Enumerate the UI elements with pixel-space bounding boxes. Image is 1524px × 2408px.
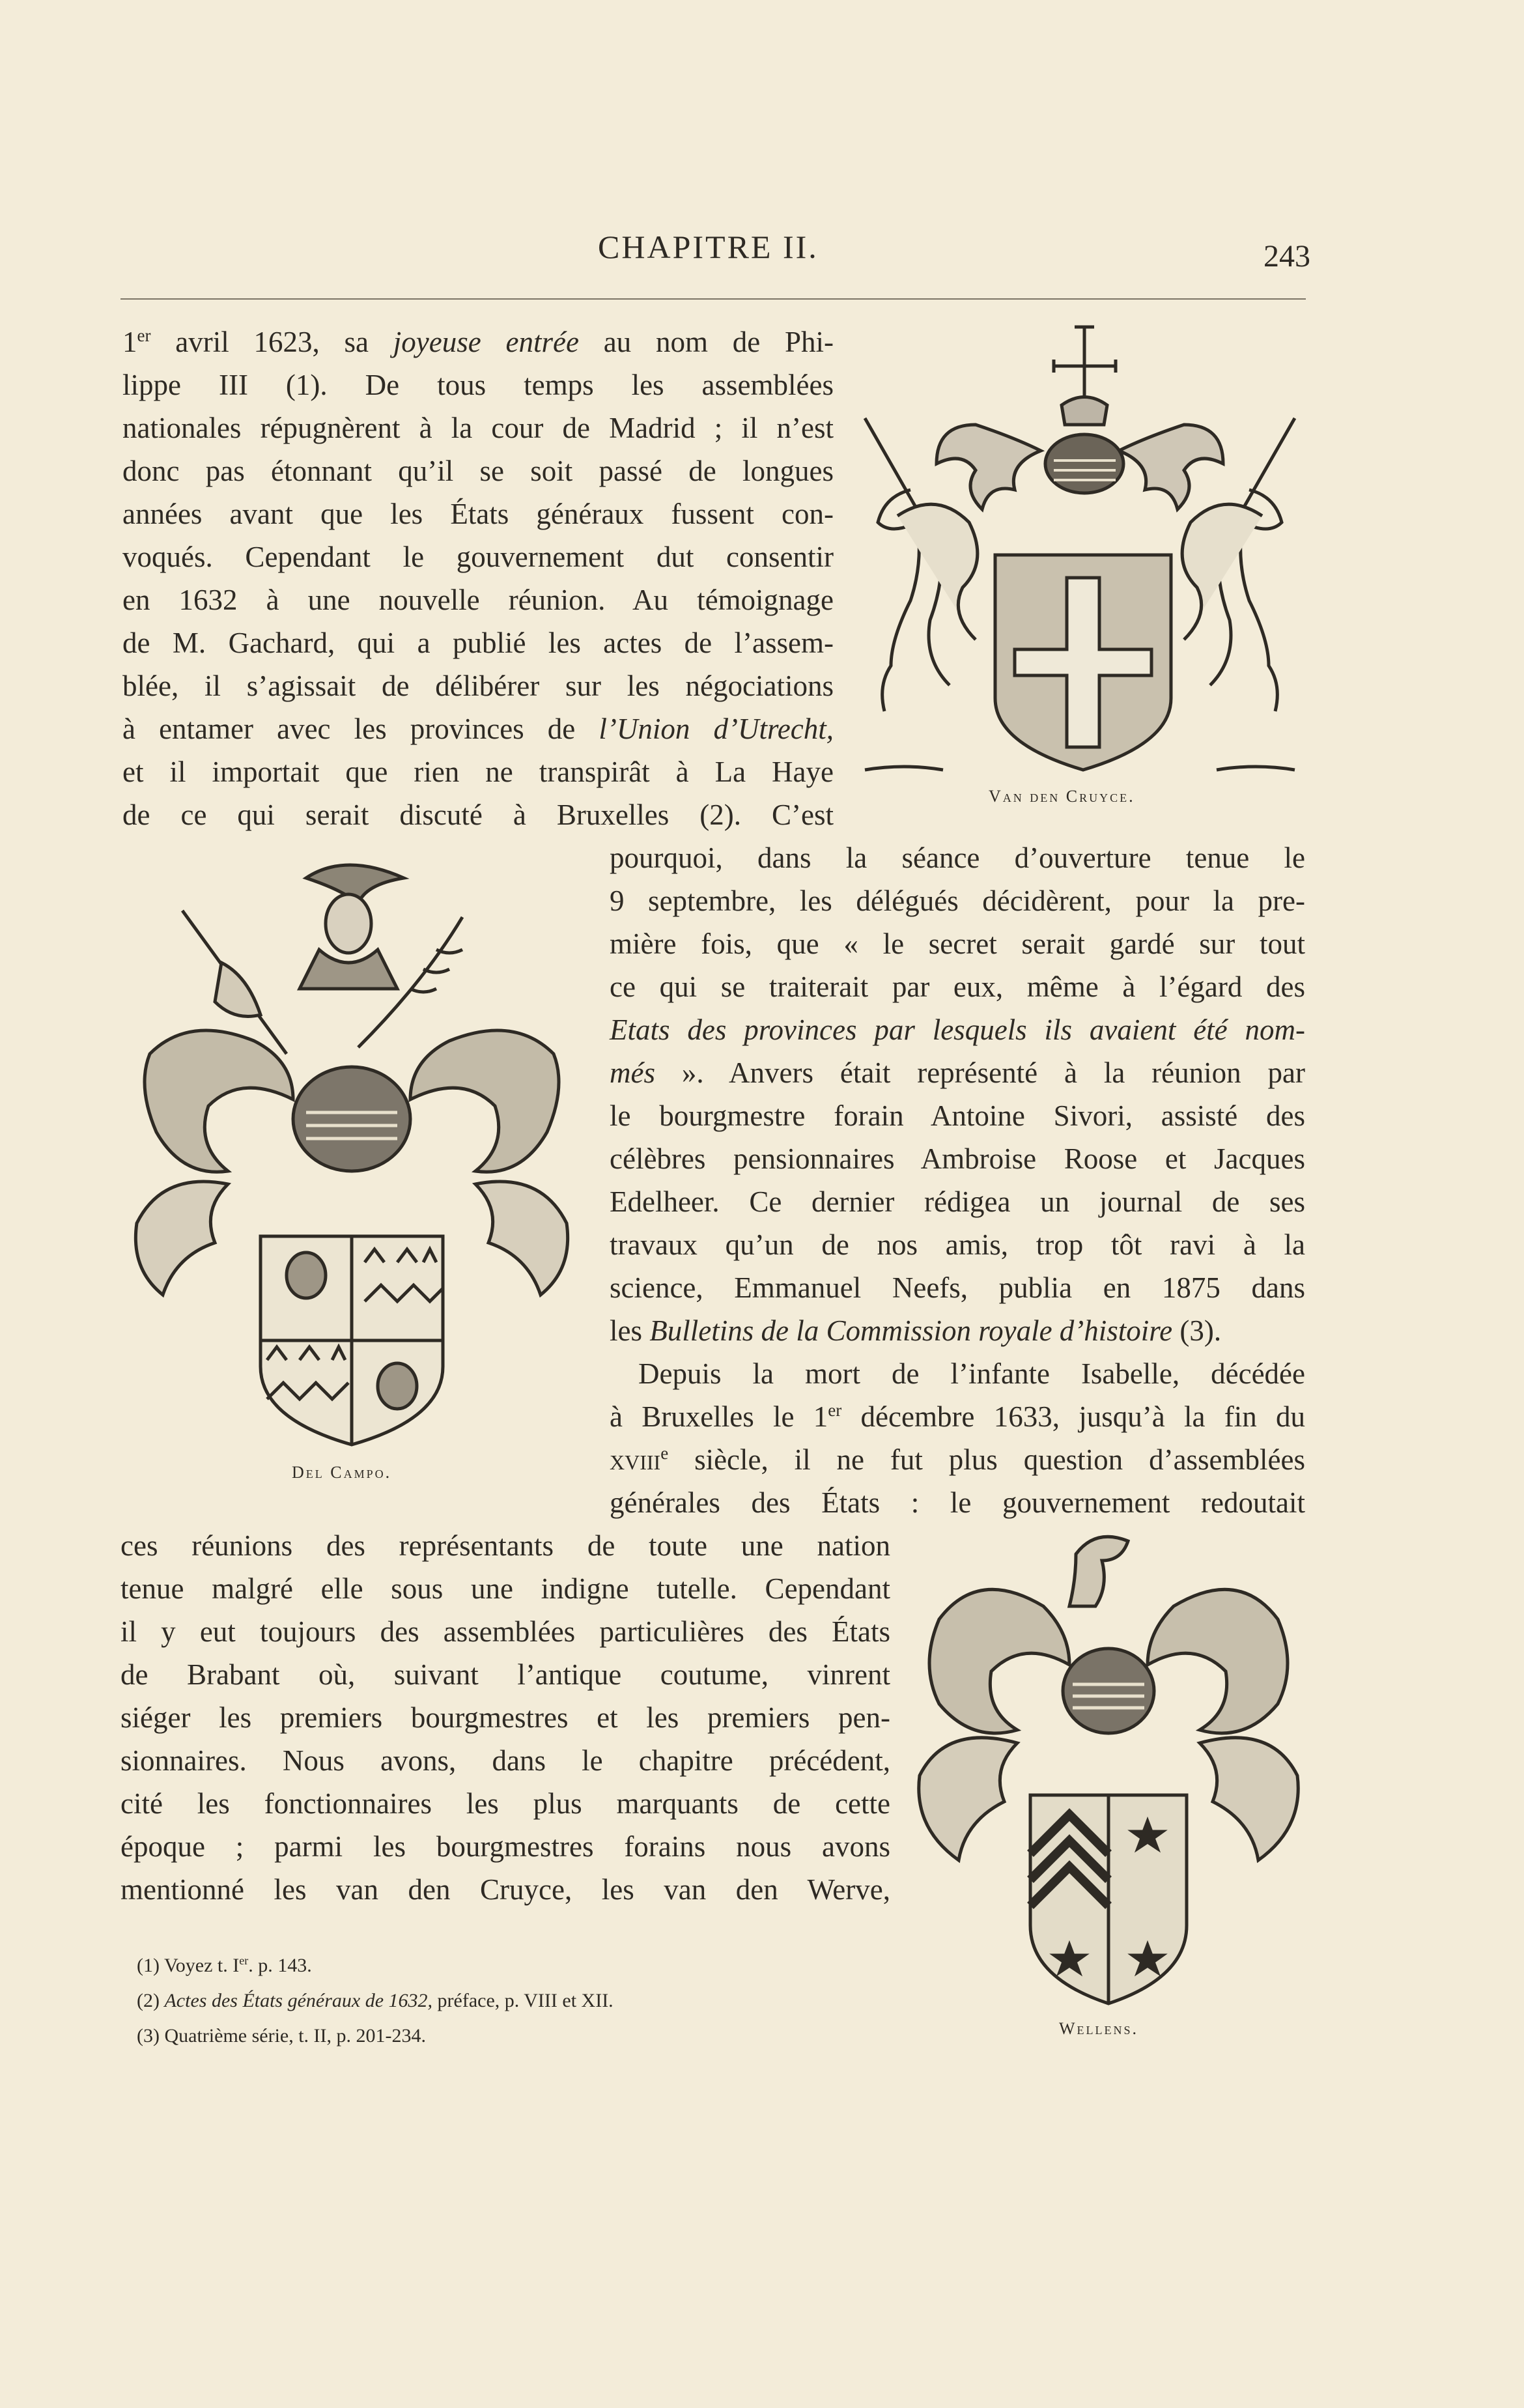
text-line: 9 septembre, les délégués décidèrent, pour la pre- [610,885,1305,917]
text-line: époque ; parmi les bourgmestres forains nous avons [120,1830,890,1863]
text-line: années avant que les États généraux fussent con- [122,498,834,530]
footnote-3: (3) Quatrième série, t. II, p. 201-234. [137,2025,427,2047]
text-line: Edelheer. Ce dernier rédigea un journal de ses [610,1185,1305,1218]
text-line: més ». Anvers était représenté à la réunion par [610,1056,1305,1089]
wellens-coat-of-arms [913,1528,1304,2017]
text-line: mière fois, que « le secret serait gardé sur tout [610,928,1305,960]
text-line: célèbres pensionnaires Ambroise Roose et Jacques [610,1142,1305,1175]
del-campo-caption: Del Campo. [292,1463,392,1482]
text-line: travaux qu’un de nos amis, trop tôt ravi à la [610,1228,1305,1261]
text-line: Depuis la mort de l’infante Isabelle, décédée [638,1357,1305,1390]
text-line: ce qui se traiterait par eux, même à l’égard des [610,970,1305,1003]
text-line: à entamer avec les provinces de l’Union d’Utrecht, [122,713,834,745]
van-den-cruyce-coat-of-arms [858,320,1301,789]
footnote-2: (2) Actes des États généraux de 1632, préface, p. VIII et XII. [137,1990,614,2011]
text-line: lippe III (1). De tous temps les assemblées [122,369,834,401]
text-line: nationales répugnèrent à la cour de Madrid ; il n’est [122,412,834,444]
text-line: sionnaires. Nous avons, dans le chapitre précédent, [120,1744,890,1777]
text-line: tenue malgré elle sous une indigne tutelle. Cependant [120,1572,890,1605]
text-line: le bourgmestre forain Antoine Sivori, assisté des [610,1099,1305,1132]
chapter-title: CHAPITRE II. [598,229,819,265]
text-line: et il importait que rien ne transpirât à La Haye [122,756,834,788]
text-line: xviii$^e$ siècle, il ne fut plus question d’assemblées [610,1443,1305,1476]
text-line: ces réunions des représentants de toute une nation [120,1529,890,1562]
text-line: siéger les premiers bourgmestres et les premiers pen- [120,1701,890,1734]
text-line: mentionné les van den Cruyce, les van den Werve, [120,1873,890,1906]
text-line: de Brabant où, suivant l’antique coutume, vinrent [120,1658,890,1691]
text-line: donc pas étonnant qu’il se soit passé de longues [122,455,834,487]
text-line: à Bruxelles le 1er décembre 1633, jusqu’à la fin du [610,1400,1305,1433]
text-line: Etats des provinces par lesquels ils avaient été nom- [610,1013,1305,1046]
text-line: 1er avril 1623, sa joyeuse entrée au nom de Phi- [122,326,834,358]
footnote-1: (1) Voyez t. Ier. p. 143. [137,1954,312,1976]
text-line: de ce qui serait discuté à Bruxelles (2). C’est [122,799,834,831]
page-number: 243 [1263,239,1310,274]
text-line: voqués. Cependant le gouvernement dut consentir [122,541,834,573]
text-line: il y eut toujours des assemblées particulières des États [120,1615,890,1648]
text-line: générales des États : le gouvernement redoutait [610,1486,1305,1519]
text-line: en 1632 à une nouvelle réunion. Au témoignage [122,584,834,616]
header-rule [120,298,1306,300]
van-den-cruyce-caption: Van den Cruyce. [989,787,1135,806]
del-campo-coat-of-arms [124,858,580,1458]
wellens-caption: Wellens. [1059,2019,1139,2038]
text-line: blée, il s’agissait de délibérer sur les négociations [122,670,834,702]
text-line: pourquoi, dans la séance d’ouverture tenue le [610,842,1305,874]
text-line: cité les fonctionnaires les plus marquants de cette [120,1787,890,1820]
text-line: science, Emmanuel Neefs, publia en 1875 dans [610,1271,1305,1304]
text-line: les Bulletins de la Commission royale d’histoire (3). [610,1314,1222,1347]
text-line: de M. Gachard, qui a publié les actes de l’assem- [122,627,834,659]
